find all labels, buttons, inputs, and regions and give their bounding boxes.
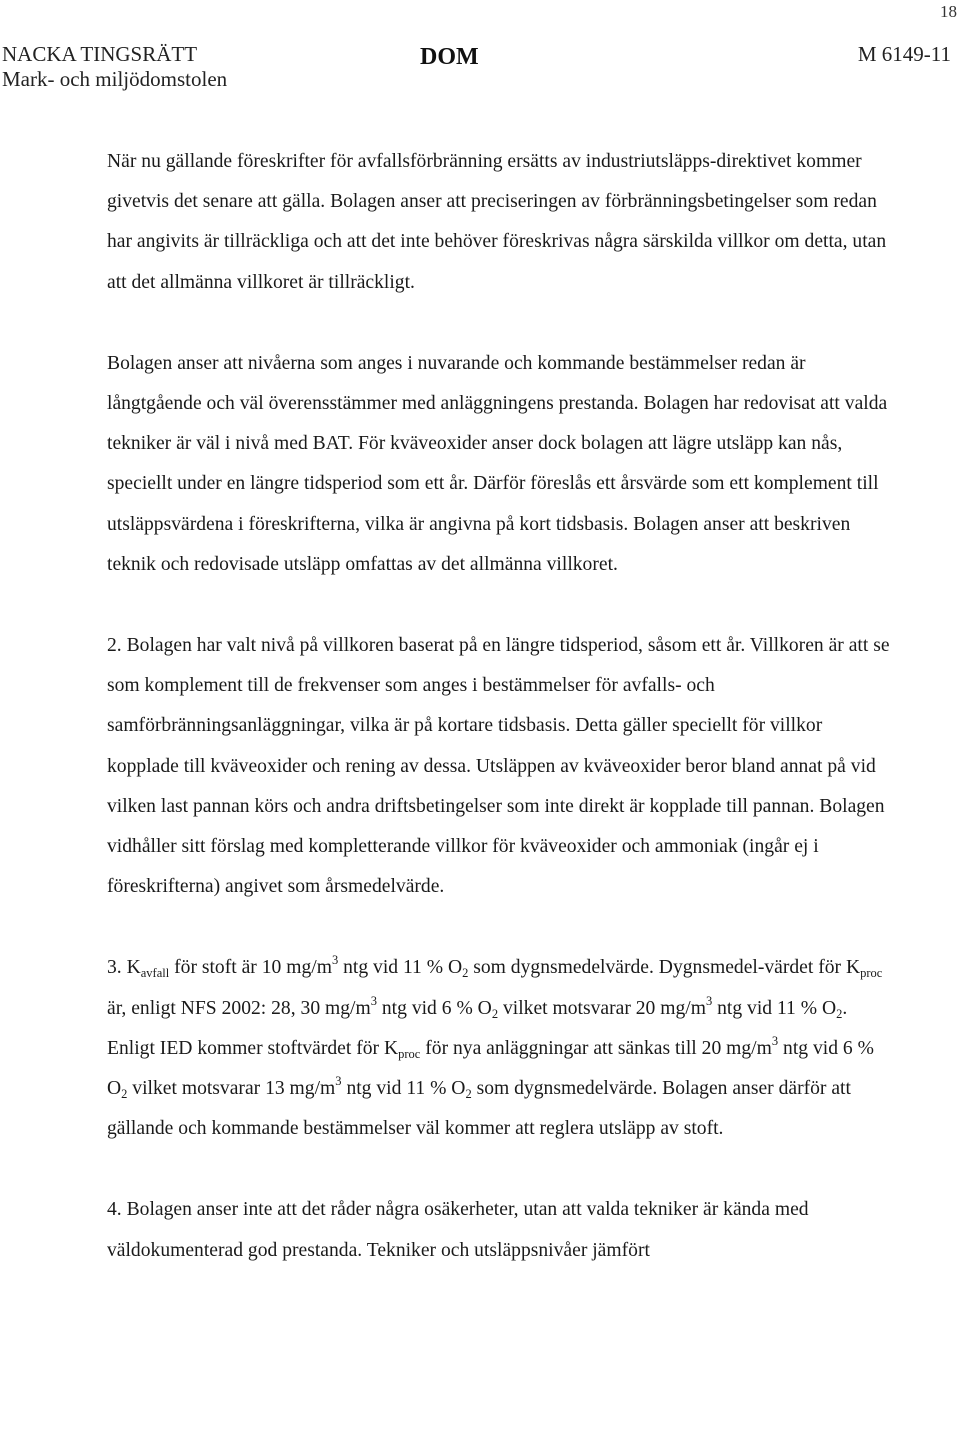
paragraph-point-2: 2. Bolagen har valt nivå på villkoren baserat på en längre tidsperiod, såsom ett år. Villkoren är att se som komplement till de frekvenser som anges i bestämmelser för avfalls- och samförbränningsanläggningar, vilka är på kortare tidsbasis. Detta gäller speciellt för villkor kopplade till kväveoxider och rening av dessa. Utsläppen av kväveoxider beror bland annat på vid vilken last pannan körs och andra driftsbetingelser som inte direkt är kopplade till pannan. Bolagen vidhåller sitt förslag med kompletterande villkor för kväveoxider och ammoniak (ingår ej i föreskrifterna) angivet som årsmedelvärde. <box>107 635 890 898</box>
court-name-line2: Mark- och miljödomstolen <box>2 67 228 91</box>
court-name <box>2 42 227 92</box>
page-number: 18 <box>940 2 957 21</box>
paragraph-emission-levels: Bolagen anser att nivåerna som anges i nuvarande och kommande bestämmelser redan är långtgående och väl överensstämmer med anläggningens prestanda. Bolagen har redovisat att valda tekniker är väl i nivå med BAT. För kväveoxider anser dock bolagen att lägre utsläpp kan nås, speciellt under en längre tidsperiod som ett år. Därför föreslås ett årsvärde som ett komplement till utsläppsvärdena i föreskrifterna, vilka är angivna på kort tidsbasis. Bolagen anser att beskriven teknik och redovisade utsläpp omfattas av det allmänna villkoret. <box>107 352 888 575</box>
paragraph-industrial-emissions: När nu gällande föreskrifter för avfallsförbränning ersätts av industriutsläpps-direktivet kommer givetvis det senare att gälla. Bolagen anser att preciseringen av förbränningsbetingelser som redan har angivits är tillräckliga och att det inte behöver föreskrivas några särskilda villkor om detta, utan att det allmänna villkoret är tillräckligt. <box>107 151 887 293</box>
document-header <box>0 42 960 102</box>
document-body <box>107 142 897 1271</box>
court-name-line1: NACKA TINGSRÄTT <box>2 42 198 66</box>
document-type: DOM <box>420 44 479 70</box>
case-number: M 6149-11 <box>857 42 951 66</box>
paragraph-point-3: 3. $K_{avfall}$ för stoft är 10 $mg/m^3$ ntg vid 11 % $O_2$ som dygnsmedelvärde. Dygnsmedel-värdet för $K_{proc}$ är, enligt NFS 2002: 28, 30 $mg/m^3$ ntg vid 6 % $O_2$ vilket motsvarar 20 $mg/m^3$ ntg vid 11 % $O_2$. Enligt IED kommer stoftvärdet för $K_{proc}$ för nya anläggningar att sänkas till 20 $mg/m^3$ ntg vid 6 % $O_2$ vilket motsvarar 13 $mg/m^3$ ntg vid 11 % $O_2$ som dygnsmedelvärde. Bolagen anser därför att gällande och kommande bestämmelser väl kommer att reglera utsläpp av stoft. <box>107 953 883 1140</box>
paragraph-point-4: 4. Bolagen anser inte att det råder några osäkerheter, utan att valda tekniker är kända med väldokumenterad god prestanda. Tekniker och utsläppsnivåer jämfört <box>107 1199 809 1261</box>
